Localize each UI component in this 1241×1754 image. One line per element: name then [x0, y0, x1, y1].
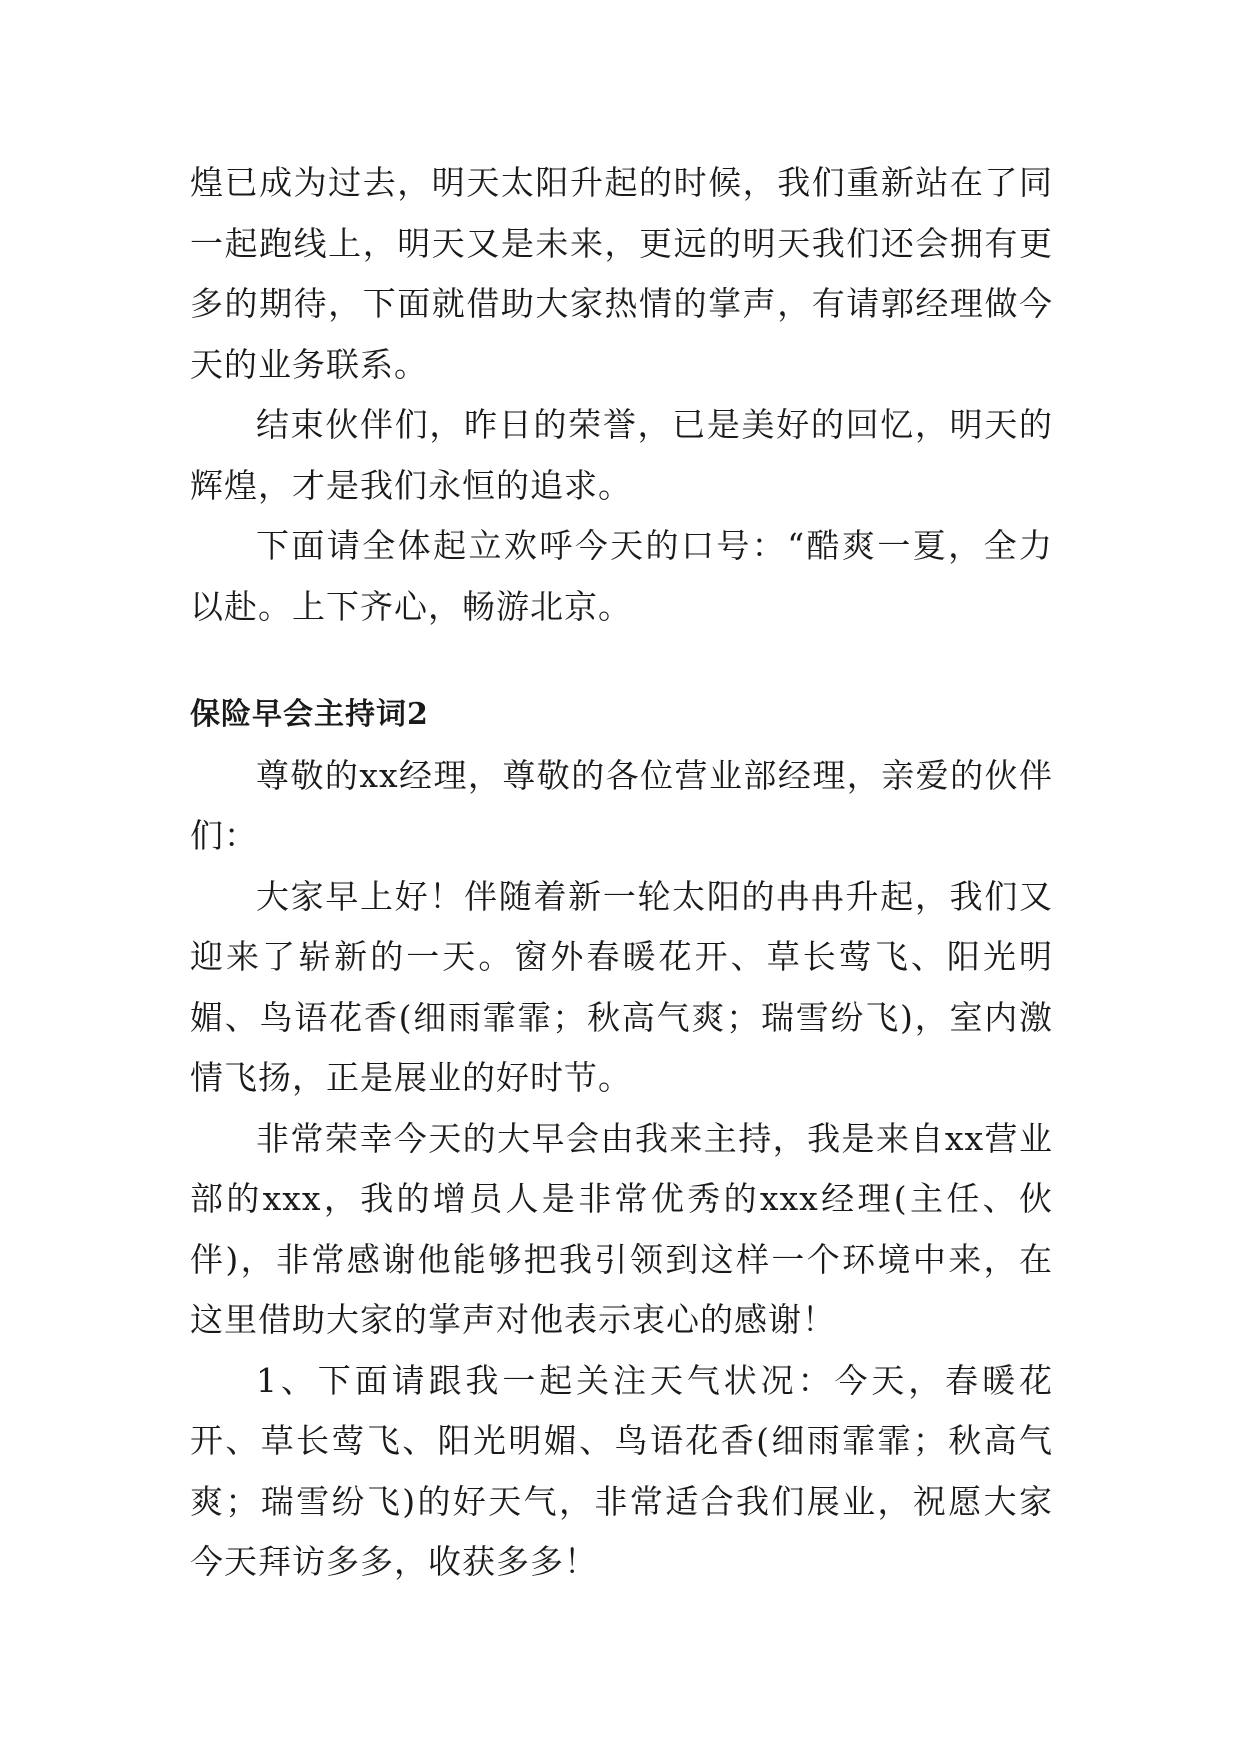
paragraph-greeting: 尊敬的xx经理，尊敬的各位营业部经理，亲爱的伙伴们：: [190, 755, 1053, 855]
paragraph-weather: 1、下面请跟我一起关注天气状况：今天，春暖花开、草长莺飞、阳光明媚、鸟语花香(细雨霏霏；秋高气爽；瑞雪纷飞)的好天气，非常适合我们展业，祝愿大家今天拜访多多，收获多多！: [190, 1360, 1053, 1581]
paragraph-slogan: 下面请全体起立欢呼今天的口号：“酷爽一夏，全力以赴。上下齐心，畅游北京。: [190, 526, 1053, 626]
paragraph-continuation: 煌已成为过去，明天太阳升起的时候，我们重新站在了同一起跑线上，明天又是未来，更远的明天我们还会拥有更多的期待，下面就借助大家热情的掌声，有请郭经理做今天的业务联系。: [190, 163, 1053, 384]
section-title: 保险早会主持词2: [190, 697, 429, 732]
paragraph-closing: 结束伙伴们，昨日的荣誉，已是美好的回忆，明天的辉煌，才是我们永恒的追求。: [190, 405, 1053, 505]
paragraph-good-morning: 大家早上好！伴随着新一轮太阳的冉冉升起，我们又迎来了崭新的一天。窗外春暖花开、草长莺飞、阳光明媚、鸟语花香(细雨霏霏；秋高气爽；瑞雪纷飞)，室内激情飞扬，正是展业的好时节。: [190, 876, 1053, 1097]
paragraph-host-intro: 非常荣幸今天的大早会由我来主持，我是来自xx营业部的xxx，我的增员人是非常优秀的xxx经理(主任、伙伴)，非常感谢他能够把我引领到这样一个环境中来，在这里借助大家的掌声对他表示衷心的感谢！: [190, 1118, 1053, 1339]
document-page: [190, 153, 1053, 1593]
